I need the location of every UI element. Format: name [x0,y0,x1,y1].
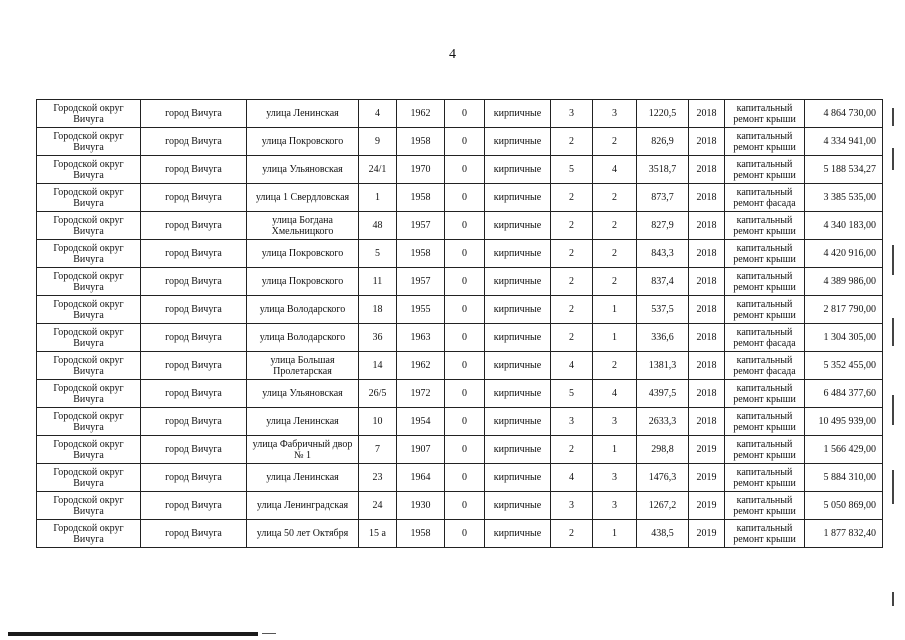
cell-wall-material: кирпичные [485,268,551,296]
cell-plan-year: 2018 [689,352,725,380]
cell-house-number: 11 [359,268,397,296]
table-row [37,520,883,548]
cell-wall-material: кирпичные [485,100,551,128]
table-row [37,100,883,128]
cell-city: город Вичуга [141,520,247,548]
cell-plan-year: 2018 [689,240,725,268]
cell-zero: 0 [445,100,485,128]
cell-wall-material: кирпичные [485,184,551,212]
cell-street: улица Ленинская [247,100,359,128]
cell-build-year: 1962 [397,100,445,128]
cell-city: город Вичуга [141,296,247,324]
cell-wall-material: кирпичные [485,464,551,492]
cell-work-type: капитальный ремонт крыши [725,156,805,184]
cell-street: улица Ленинская [247,408,359,436]
cell-house-number: 48 [359,212,397,240]
cell-entrances: 1 [593,520,637,548]
table-row [37,296,883,324]
table-row [37,212,883,240]
table-row [37,184,883,212]
cell-entrances: 2 [593,212,637,240]
cell-total: 1 304 305,00 [805,324,883,352]
cell-city: город Вичуга [141,128,247,156]
cell-total: 6 484 377,60 [805,380,883,408]
cell-plan-year: 2018 [689,128,725,156]
cell-plan-year: 2019 [689,464,725,492]
cell-entrances: 1 [593,324,637,352]
cell-total: 1 566 429,00 [805,436,883,464]
cell-area: 1476,3 [637,464,689,492]
cell-work-type: капитальный ремонт фасада [725,324,805,352]
cell-street: улица Ульяновская [247,156,359,184]
cell-build-year: 1962 [397,352,445,380]
cell-area: 298,8 [637,436,689,464]
cell-house-number: 36 [359,324,397,352]
scan-artifact-mark [892,148,894,170]
cell-total: 5 884 310,00 [805,464,883,492]
cell-street: улица Ленинская [247,464,359,492]
table-row [37,128,883,156]
cell-total: 4 420 916,00 [805,240,883,268]
cell-build-year: 1958 [397,240,445,268]
cell-street: улица Покровского [247,240,359,268]
cell-floors: 2 [551,128,593,156]
cell-entrances: 2 [593,128,637,156]
cell-wall-material: кирпичные [485,352,551,380]
cell-zero: 0 [445,296,485,324]
cell-area: 1267,2 [637,492,689,520]
cell-entrances: 3 [593,408,637,436]
cell-zero: 0 [445,436,485,464]
cell-build-year: 1957 [397,212,445,240]
cell-plan-year: 2019 [689,436,725,464]
cell-entrances: 4 [593,380,637,408]
cell-district: Городской округ Вичуга [37,268,141,296]
cell-entrances: 2 [593,240,637,268]
cell-house-number: 18 [359,296,397,324]
cell-zero: 0 [445,520,485,548]
cell-total: 5 188 534,27 [805,156,883,184]
cell-entrances: 2 [593,268,637,296]
cell-work-type: капитальный ремонт крыши [725,212,805,240]
cell-floors: 2 [551,520,593,548]
table-row [37,492,883,520]
cell-house-number: 23 [359,464,397,492]
cell-district: Городской округ Вичуга [37,520,141,548]
cell-zero: 0 [445,128,485,156]
cell-wall-material: кирпичные [485,520,551,548]
cell-area: 2633,3 [637,408,689,436]
cell-zero: 0 [445,324,485,352]
cell-wall-material: кирпичные [485,240,551,268]
cell-build-year: 1954 [397,408,445,436]
cell-city: город Вичуга [141,212,247,240]
cell-floors: 2 [551,268,593,296]
cell-city: город Вичуга [141,324,247,352]
cell-total: 10 495 939,00 [805,408,883,436]
cell-zero: 0 [445,408,485,436]
cell-floors: 2 [551,324,593,352]
cell-street: улица Большая Пролетарская [247,352,359,380]
cell-floors: 5 [551,380,593,408]
housing-repair-table [36,99,883,548]
cell-city: город Вичуга [141,240,247,268]
cell-zero: 0 [445,464,485,492]
cell-district: Городской округ Вичуга [37,212,141,240]
cell-build-year: 1958 [397,184,445,212]
cell-street: улица Богдана Хмельницкого [247,212,359,240]
cell-area: 837,4 [637,268,689,296]
cell-plan-year: 2019 [689,520,725,548]
cell-build-year: 1907 [397,436,445,464]
cell-house-number: 14 [359,352,397,380]
cell-plan-year: 2018 [689,156,725,184]
cell-total: 5 352 455,00 [805,352,883,380]
cell-plan-year: 2018 [689,408,725,436]
cell-city: город Вичуга [141,492,247,520]
cell-plan-year: 2018 [689,380,725,408]
cell-entrances: 3 [593,100,637,128]
cell-city: город Вичуга [141,408,247,436]
cell-wall-material: кирпичные [485,212,551,240]
cell-plan-year: 2018 [689,324,725,352]
cell-area: 3518,7 [637,156,689,184]
cell-zero: 0 [445,268,485,296]
cell-district: Городской округ Вичуга [37,156,141,184]
scan-artifact-line [8,632,258,636]
table-row [37,408,883,436]
cell-district: Городской округ Вичуга [37,436,141,464]
cell-area: 4397,5 [637,380,689,408]
cell-district: Городской округ Вичуга [37,240,141,268]
cell-work-type: капитальный ремонт крыши [725,380,805,408]
cell-area: 873,7 [637,184,689,212]
cell-city: город Вичуга [141,156,247,184]
cell-floors: 3 [551,408,593,436]
cell-zero: 0 [445,352,485,380]
cell-city: город Вичуга [141,184,247,212]
cell-total: 3 385 535,00 [805,184,883,212]
cell-area: 438,5 [637,520,689,548]
cell-wall-material: кирпичные [485,128,551,156]
cell-entrances: 1 [593,296,637,324]
cell-entrances: 4 [593,156,637,184]
scan-artifact-mark [892,395,894,425]
cell-district: Городской округ Вичуга [37,408,141,436]
cell-work-type: капитальный ремонт крыши [725,408,805,436]
cell-wall-material: кирпичные [485,156,551,184]
cell-street: улица 50 лет Октября [247,520,359,548]
cell-city: город Вичуга [141,380,247,408]
cell-house-number: 24/1 [359,156,397,184]
table-row [37,464,883,492]
cell-floors: 5 [551,156,593,184]
cell-street: улица Ульяновская [247,380,359,408]
cell-build-year: 1958 [397,520,445,548]
cell-wall-material: кирпичные [485,380,551,408]
cell-floors: 4 [551,352,593,380]
cell-build-year: 1955 [397,296,445,324]
cell-wall-material: кирпичные [485,324,551,352]
cell-district: Городской округ Вичуга [37,324,141,352]
cell-work-type: капитальный ремонт крыши [725,240,805,268]
scan-artifact-mark [892,108,894,126]
cell-build-year: 1970 [397,156,445,184]
cell-zero: 0 [445,156,485,184]
table-row [37,380,883,408]
page-number: 4 [449,47,456,62]
cell-house-number: 9 [359,128,397,156]
cell-plan-year: 2018 [689,184,725,212]
cell-area: 826,9 [637,128,689,156]
cell-zero: 0 [445,492,485,520]
cell-district: Городской округ Вичуга [37,128,141,156]
cell-entrances: 3 [593,464,637,492]
cell-total: 4 334 941,00 [805,128,883,156]
cell-work-type: капитальный ремонт крыши [725,268,805,296]
cell-total: 1 877 832,40 [805,520,883,548]
scan-artifact-dash [262,633,276,634]
cell-wall-material: кирпичные [485,436,551,464]
cell-build-year: 1930 [397,492,445,520]
cell-wall-material: кирпичные [485,296,551,324]
cell-street: улица Покровского [247,268,359,296]
cell-floors: 2 [551,240,593,268]
cell-build-year: 1963 [397,324,445,352]
cell-house-number: 24 [359,492,397,520]
cell-area: 336,6 [637,324,689,352]
cell-city: город Вичуга [141,436,247,464]
scan-artifact-mark [892,245,894,275]
cell-zero: 0 [445,240,485,268]
cell-district: Городской округ Вичуга [37,100,141,128]
cell-total: 4 864 730,00 [805,100,883,128]
cell-district: Городской округ Вичуга [37,296,141,324]
cell-plan-year: 2018 [689,296,725,324]
cell-wall-material: кирпичные [485,408,551,436]
cell-floors: 2 [551,184,593,212]
cell-house-number: 4 [359,100,397,128]
cell-street: улица Володарского [247,324,359,352]
scan-artifact-mark [892,470,894,504]
cell-area: 827,9 [637,212,689,240]
cell-floors: 2 [551,296,593,324]
cell-build-year: 1964 [397,464,445,492]
cell-build-year: 1972 [397,380,445,408]
cell-city: город Вичуга [141,268,247,296]
cell-entrances: 3 [593,492,637,520]
cell-zero: 0 [445,212,485,240]
cell-zero: 0 [445,184,485,212]
cell-work-type: капитальный ремонт крыши [725,464,805,492]
cell-plan-year: 2018 [689,268,725,296]
cell-area: 1220,5 [637,100,689,128]
cell-zero: 0 [445,380,485,408]
cell-district: Городской округ Вичуга [37,464,141,492]
cell-work-type: капитальный ремонт крыши [725,520,805,548]
cell-house-number: 15 а [359,520,397,548]
cell-entrances: 2 [593,184,637,212]
cell-city: город Вичуга [141,352,247,380]
cell-work-type: капитальный ремонт крыши [725,100,805,128]
table-row [37,156,883,184]
cell-total: 2 817 790,00 [805,296,883,324]
scan-artifact-mark [892,592,894,606]
cell-work-type: капитальный ремонт фасада [725,184,805,212]
cell-district: Городской округ Вичуга [37,380,141,408]
cell-house-number: 7 [359,436,397,464]
cell-entrances: 2 [593,352,637,380]
cell-district: Городской округ Вичуга [37,184,141,212]
cell-house-number: 26/5 [359,380,397,408]
cell-work-type: капитальный ремонт крыши [725,436,805,464]
cell-house-number: 5 [359,240,397,268]
cell-total: 4 340 183,00 [805,212,883,240]
table-row [37,352,883,380]
cell-house-number: 10 [359,408,397,436]
cell-street: улица 1 Свердловская [247,184,359,212]
cell-work-type: капитальный ремонт крыши [725,296,805,324]
cell-plan-year: 2018 [689,100,725,128]
cell-street: улица Володарского [247,296,359,324]
cell-floors: 3 [551,100,593,128]
cell-street: улица Покровского [247,128,359,156]
cell-floors: 3 [551,492,593,520]
cell-floors: 2 [551,436,593,464]
cell-wall-material: кирпичные [485,492,551,520]
cell-city: город Вичуга [141,464,247,492]
cell-area: 1381,3 [637,352,689,380]
cell-house-number: 1 [359,184,397,212]
table-row [37,240,883,268]
cell-total: 4 389 986,00 [805,268,883,296]
cell-floors: 2 [551,212,593,240]
cell-entrances: 1 [593,436,637,464]
cell-city: город Вичуга [141,100,247,128]
cell-area: 843,3 [637,240,689,268]
cell-total: 5 050 869,00 [805,492,883,520]
cell-work-type: капитальный ремонт фасада [725,352,805,380]
cell-build-year: 1958 [397,128,445,156]
scan-artifact-mark [892,318,894,346]
cell-district: Городской округ Вичуга [37,352,141,380]
cell-plan-year: 2018 [689,212,725,240]
cell-floors: 4 [551,464,593,492]
cell-work-type: капитальный ремонт крыши [725,492,805,520]
cell-build-year: 1957 [397,268,445,296]
table-row [37,436,883,464]
table-row [37,268,883,296]
cell-street: улица Ленинградская [247,492,359,520]
table-body [37,100,883,548]
cell-plan-year: 2019 [689,492,725,520]
cell-area: 537,5 [637,296,689,324]
cell-district: Городской округ Вичуга [37,492,141,520]
cell-work-type: капитальный ремонт крыши [725,128,805,156]
table-row [37,324,883,352]
cell-street: улица Фабричный двор № 1 [247,436,359,464]
